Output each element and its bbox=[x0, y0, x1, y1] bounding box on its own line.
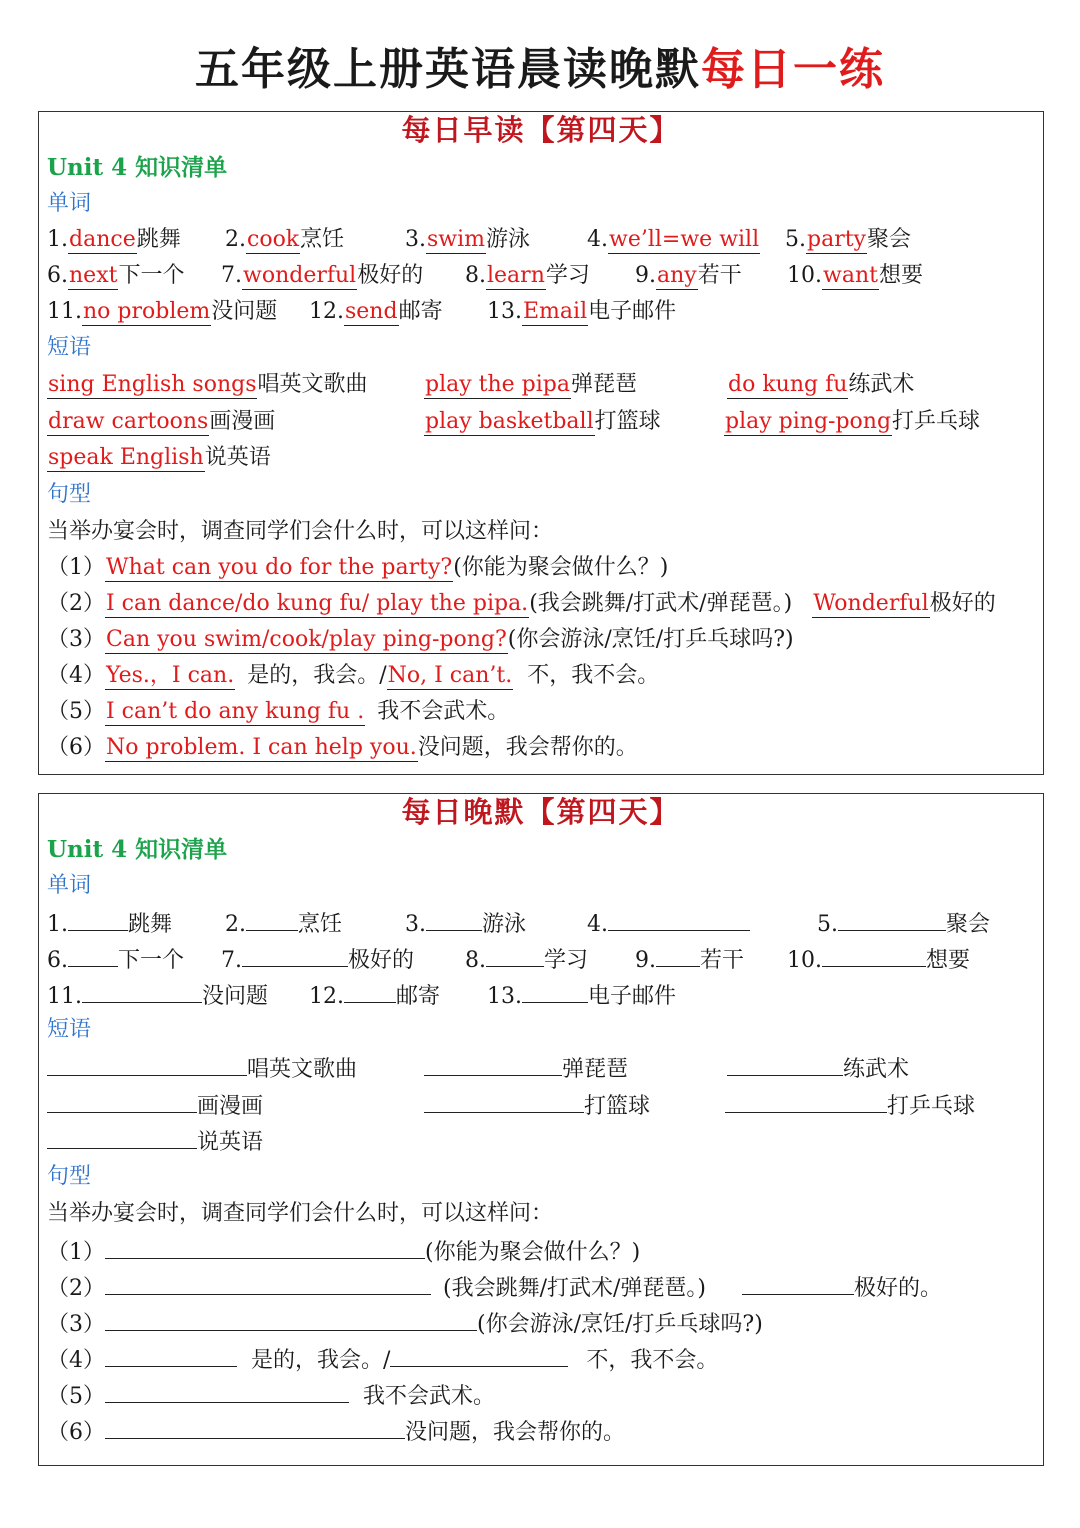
morning-sentence-1: （1）What can you do for the party?(你能为聚会做什么？) bbox=[47, 555, 669, 580]
morning-sentence-3: （3）Can you swim/cook/play ping-pong?(你会游泳/烹饪/打乒乓球吗?) bbox=[47, 627, 794, 652]
evening-sentence-1: （1） (你能为聚会做什么？) bbox=[47, 1232, 640, 1268]
phrase-answer: play the pipa bbox=[425, 372, 570, 397]
word-answer: dance bbox=[69, 227, 136, 252]
phrase-answer: draw cartoons bbox=[48, 409, 209, 434]
sentence-answer: I can dance/do kung fu/ play the pipa. bbox=[106, 591, 529, 616]
word-answer: Email bbox=[523, 299, 588, 324]
answer-blank[interactable] bbox=[105, 1340, 237, 1367]
sentence-answer: Can you swim/cook/play ping-pong? bbox=[106, 627, 507, 652]
morning-sentences-label: 句型 bbox=[47, 482, 92, 507]
phrase-blank-item: 画漫画 bbox=[47, 1086, 263, 1125]
morning-section-title: 每日早读【第四天】 bbox=[401, 113, 681, 147]
phrase-answer: sing English songs bbox=[48, 372, 257, 397]
word-answer: want bbox=[823, 263, 878, 288]
word-item: 2.cook烹饪 bbox=[225, 227, 345, 252]
word-item: 12.send邮寄 bbox=[309, 299, 443, 324]
phrase-answer: do kung fu bbox=[728, 372, 848, 397]
word-answer: any bbox=[657, 263, 697, 288]
answer-blank[interactable] bbox=[105, 1232, 425, 1259]
word-answer: next bbox=[69, 263, 118, 288]
word-blank-item: 7. 极好的 bbox=[221, 940, 414, 979]
word-answer: no problem bbox=[83, 299, 211, 324]
answer-blank[interactable] bbox=[105, 1412, 405, 1439]
answer-blank[interactable] bbox=[486, 940, 544, 967]
morning-sentence-2: （2）I can dance/do kung fu/ play the pipa.(我会跳舞/打武术/弹琵琶。) Wonderful极好的 bbox=[47, 591, 996, 616]
word-answer: we’ll=we will bbox=[609, 227, 760, 252]
answer-blank[interactable] bbox=[656, 940, 700, 967]
word-blank-item: 13. 电子邮件 bbox=[487, 976, 676, 1015]
title-black: 五年级上册英语晨读晚默 bbox=[195, 44, 701, 95]
answer-blank[interactable] bbox=[105, 1304, 477, 1331]
evening-section-title: 每日晚默【第四天】 bbox=[401, 795, 681, 829]
morning-unit-heading: Unit 4 知识清单 bbox=[47, 154, 228, 181]
phrase-answer: speak English bbox=[48, 445, 204, 470]
answer-blank[interactable] bbox=[725, 1086, 887, 1113]
sentence-answer: Wonderful bbox=[813, 591, 929, 616]
sentence-answer: I can’t do any kung fu . bbox=[106, 699, 365, 724]
phrase-item: play ping-pong打乒乓球 bbox=[725, 409, 981, 434]
answer-blank[interactable] bbox=[68, 940, 118, 967]
evening-words-label: 单词 bbox=[47, 873, 92, 898]
answer-blank[interactable] bbox=[105, 1376, 349, 1403]
word-item: 10.want想要 bbox=[787, 263, 923, 288]
answer-blank[interactable] bbox=[822, 940, 926, 967]
word-blank-item: 5. 聚会 bbox=[817, 904, 990, 943]
answer-blank[interactable] bbox=[742, 1268, 854, 1295]
word-blank-item: 6. 下一个 bbox=[47, 940, 184, 979]
evening-phrases-label: 短语 bbox=[47, 1017, 92, 1042]
answer-blank[interactable] bbox=[522, 976, 588, 1003]
phrase-item: speak English说英语 bbox=[48, 445, 271, 470]
word-item: 4.we’ll=we will bbox=[587, 227, 760, 252]
phrase-blank-item: 打乒乓球 bbox=[725, 1086, 975, 1125]
morning-words-label: 单词 bbox=[47, 191, 92, 216]
phrase-item: play the pipa弹琵琶 bbox=[425, 372, 638, 397]
word-answer: wonderful bbox=[243, 263, 357, 288]
word-blank-item: 2. 烹饪 bbox=[225, 904, 342, 943]
morning-sentence-6: （6）No problem. I can help you.没问题，我会帮你的。 bbox=[47, 735, 638, 760]
answer-blank[interactable] bbox=[246, 904, 298, 931]
answer-blank[interactable] bbox=[68, 904, 128, 931]
answer-blank[interactable] bbox=[105, 1268, 431, 1295]
answer-blank[interactable] bbox=[424, 1049, 562, 1076]
evening-unit-heading: Unit 4 知识清单 bbox=[47, 836, 228, 863]
word-blank-item: 12. 邮寄 bbox=[309, 976, 440, 1015]
phrase-blank-item: 弹琵琶 bbox=[424, 1049, 628, 1088]
word-blank-item: 8. 学习 bbox=[465, 940, 588, 979]
sentence-answer: No problem. I can help you. bbox=[106, 735, 417, 760]
sentence-answer: What can you do for the party? bbox=[106, 555, 453, 580]
phrase-blank-item: 打篮球 bbox=[424, 1086, 650, 1125]
answer-blank[interactable] bbox=[242, 940, 348, 967]
word-blank-item: 10. 想要 bbox=[787, 940, 970, 979]
answer-blank[interactable] bbox=[838, 904, 946, 931]
word-item: 9.any若干 bbox=[635, 263, 742, 288]
word-item: 1.dance跳舞 bbox=[47, 227, 181, 252]
word-item: 13.Email电子邮件 bbox=[487, 299, 677, 324]
word-blank-item: 3. 游泳 bbox=[405, 904, 526, 943]
answer-blank[interactable] bbox=[426, 904, 482, 931]
morning-sentences-intro: 当举办宴会时，调查同学们会什么时，可以这样问： bbox=[47, 519, 554, 544]
morning-phrases-label: 短语 bbox=[47, 335, 92, 360]
answer-blank[interactable] bbox=[727, 1049, 843, 1076]
phrase-item: do kung fu练武术 bbox=[728, 372, 915, 397]
evening-dictation-box bbox=[38, 793, 1044, 1466]
word-answer: cook bbox=[247, 227, 300, 252]
evening-sentence-4: （4） 是的，我会。/ 不，我不会。 bbox=[47, 1340, 718, 1376]
phrase-blank-item: 说英语 bbox=[47, 1122, 263, 1161]
word-blank-item: 9. 若干 bbox=[635, 940, 744, 979]
phrase-item: draw cartoons画漫画 bbox=[48, 409, 276, 434]
phrase-answer: play basketball bbox=[425, 409, 594, 434]
word-item: 8.learn学习 bbox=[465, 263, 590, 288]
morning-sentence-5: （5）I can’t do any kung fu . 我不会武术。 bbox=[47, 699, 510, 724]
answer-blank[interactable] bbox=[47, 1086, 197, 1113]
word-item: 3.swim游泳 bbox=[405, 227, 531, 252]
answer-blank[interactable] bbox=[344, 976, 396, 1003]
evening-sentence-2: （2） (我会跳舞/打武术/弹琵琶。) 极好的。 bbox=[47, 1268, 942, 1304]
answer-blank[interactable] bbox=[424, 1086, 584, 1113]
word-answer: send bbox=[345, 299, 398, 324]
title-red: 每日一练 bbox=[701, 44, 885, 95]
evening-sentences-intro: 当举办宴会时，调查同学们会什么时，可以这样问： bbox=[47, 1201, 554, 1226]
phrase-answer: play ping-pong bbox=[725, 409, 892, 434]
phrase-item: sing English songs唱英文歌曲 bbox=[48, 372, 368, 397]
evening-sentences-label: 句型 bbox=[47, 1164, 92, 1189]
answer-blank[interactable] bbox=[47, 1049, 247, 1076]
evening-sentence-6: （6） 没问题，我会帮你的。 bbox=[47, 1412, 625, 1448]
word-answer: learn bbox=[487, 263, 545, 288]
morning-reading-box bbox=[38, 111, 1044, 775]
word-blank-item: 1. 跳舞 bbox=[47, 904, 172, 943]
word-item: 11.no problem没问题 bbox=[47, 299, 278, 324]
answer-blank[interactable] bbox=[608, 904, 750, 931]
morning-sentence-4: （4）Yes.，I can. 是的，我会。/No, I can’t. 不，我不会。 bbox=[47, 663, 660, 688]
page-title bbox=[0, 44, 1080, 97]
answer-blank[interactable] bbox=[47, 1122, 197, 1149]
word-blank-item: 11. 没问题 bbox=[47, 976, 268, 1015]
phrase-blank-item: 练武术 bbox=[727, 1049, 909, 1088]
answer-blank[interactable] bbox=[82, 976, 202, 1003]
evening-sentence-5: （5） 我不会武术。 bbox=[47, 1376, 495, 1412]
word-item: 7.wonderful极好的 bbox=[221, 263, 424, 288]
word-answer: party bbox=[807, 227, 866, 252]
evening-sentence-3: （3） (你会游泳/烹饪/打乒乓球吗?) bbox=[47, 1304, 763, 1340]
phrase-item: play basketball打篮球 bbox=[425, 409, 661, 434]
word-item: 5.party聚会 bbox=[785, 227, 912, 252]
phrase-blank-item: 唱英文歌曲 bbox=[47, 1049, 357, 1088]
sentence-answer: No, I can’t. bbox=[387, 663, 513, 688]
sentence-answer: Yes.，I can. bbox=[106, 663, 235, 688]
word-blank-item: 4. bbox=[587, 904, 750, 943]
answer-blank[interactable] bbox=[390, 1340, 568, 1367]
word-item: 6.next下一个 bbox=[47, 263, 185, 288]
word-answer: swim bbox=[427, 227, 486, 252]
